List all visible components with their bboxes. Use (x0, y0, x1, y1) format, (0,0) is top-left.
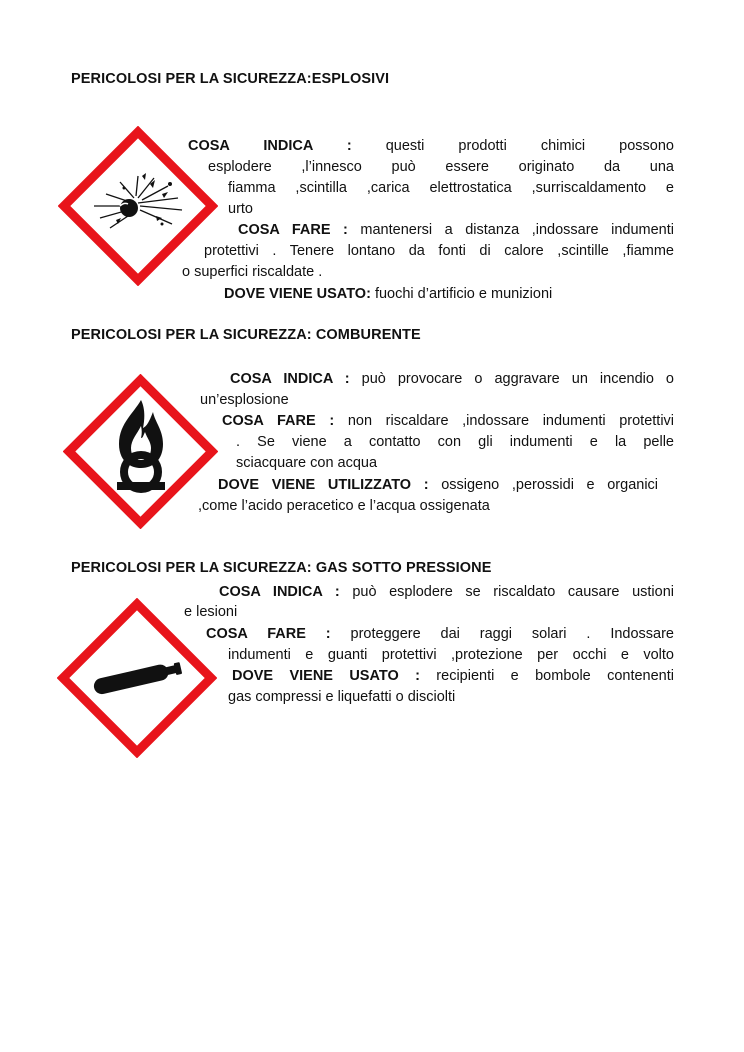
cosa-indica-label: COSA INDICA : (230, 371, 350, 387)
dove-line: DOVE VIENE USATO: fuochi d’artificio e munizioni (224, 286, 553, 302)
dove-line: ,come l’acido peracetico e l’acqua ossigenata (198, 498, 490, 514)
dove-line: gas compressi e liquefatti o disciolti (228, 689, 456, 705)
dove-line: DOVE VIENE USATO : recipienti e bombole contenenti (232, 668, 675, 684)
cosa-indica-line: COSA INDICA : questi prodotti chimici possono (188, 138, 674, 154)
cosa-fare-line: indumenti e guanti protettivi ,protezione per occhi e volto (228, 647, 674, 663)
cosa-fare-label: COSA FARE : (206, 626, 331, 642)
cosa-fare-line: sciacquare con acqua (236, 455, 378, 471)
section-heading-oxidising: PERICOLOSI PER LA SICUREZZA: COMBURENTE (71, 327, 421, 343)
cosa-indica-line: e lesioni (184, 604, 238, 620)
cosa-fare-line: . Se viene a contatto con gli indumenti e la pelle (236, 434, 674, 450)
dove-label: DOVE VIENE USATO : (232, 668, 420, 684)
section-heading-explosives: PERICOLOSI PER LA SICUREZZA:ESPLOSIVI (71, 71, 390, 87)
cosa-indica-line: urto (228, 201, 253, 217)
cosa-indica-label: COSA INDICA : (188, 138, 352, 154)
dove-label: DOVE VIENE UTILIZZATO : (218, 477, 429, 493)
cosa-fare-line: COSA FARE : proteggere dai raggi solari . Indossare (206, 626, 675, 642)
cosa-indica-label: COSA INDICA : (219, 584, 340, 600)
cosa-indica-line: COSA INDICA : può provocare o aggravare un incendio o (230, 371, 674, 387)
cosa-fare-line: o superfici riscaldate . (182, 264, 323, 280)
cosa-indica-line: un’esplosione (200, 392, 289, 408)
cosa-fare-line: COSA FARE : mantenersi a distanza ,indossare indumenti (238, 222, 674, 238)
cosa-fare-label: COSA FARE : (238, 222, 348, 238)
cosa-indica-line: esplodere ,l’innesco può essere originato da una (208, 159, 674, 175)
cosa-indica-line: fiamma ,scintilla ,carica elettrostatica ,surriscaldamento e (228, 180, 674, 196)
cosa-indica-line: COSA INDICA : può esplodere se riscaldato causare ustioni (219, 584, 674, 600)
cosa-fare-label: COSA FARE : (222, 413, 335, 429)
gas-cylinder-icon (57, 598, 217, 758)
flame-over-circle-icon (63, 374, 218, 529)
cosa-fare-line: COSA FARE : non riscaldare ,indossare indumenti protettivi (222, 413, 675, 429)
section-heading-gas-under-pressure: PERICOLOSI PER LA SICUREZZA: GAS SOTTO PRESSIONE (71, 560, 492, 576)
dove-line: DOVE VIENE UTILIZZATO : ossigeno ,perossidi e organici (218, 477, 659, 493)
cosa-fare-line: protettivi . Tenere lontano da fonti di calore ,scintille ,fiamme (204, 243, 674, 259)
dove-label: DOVE VIENE USATO: (224, 286, 371, 302)
